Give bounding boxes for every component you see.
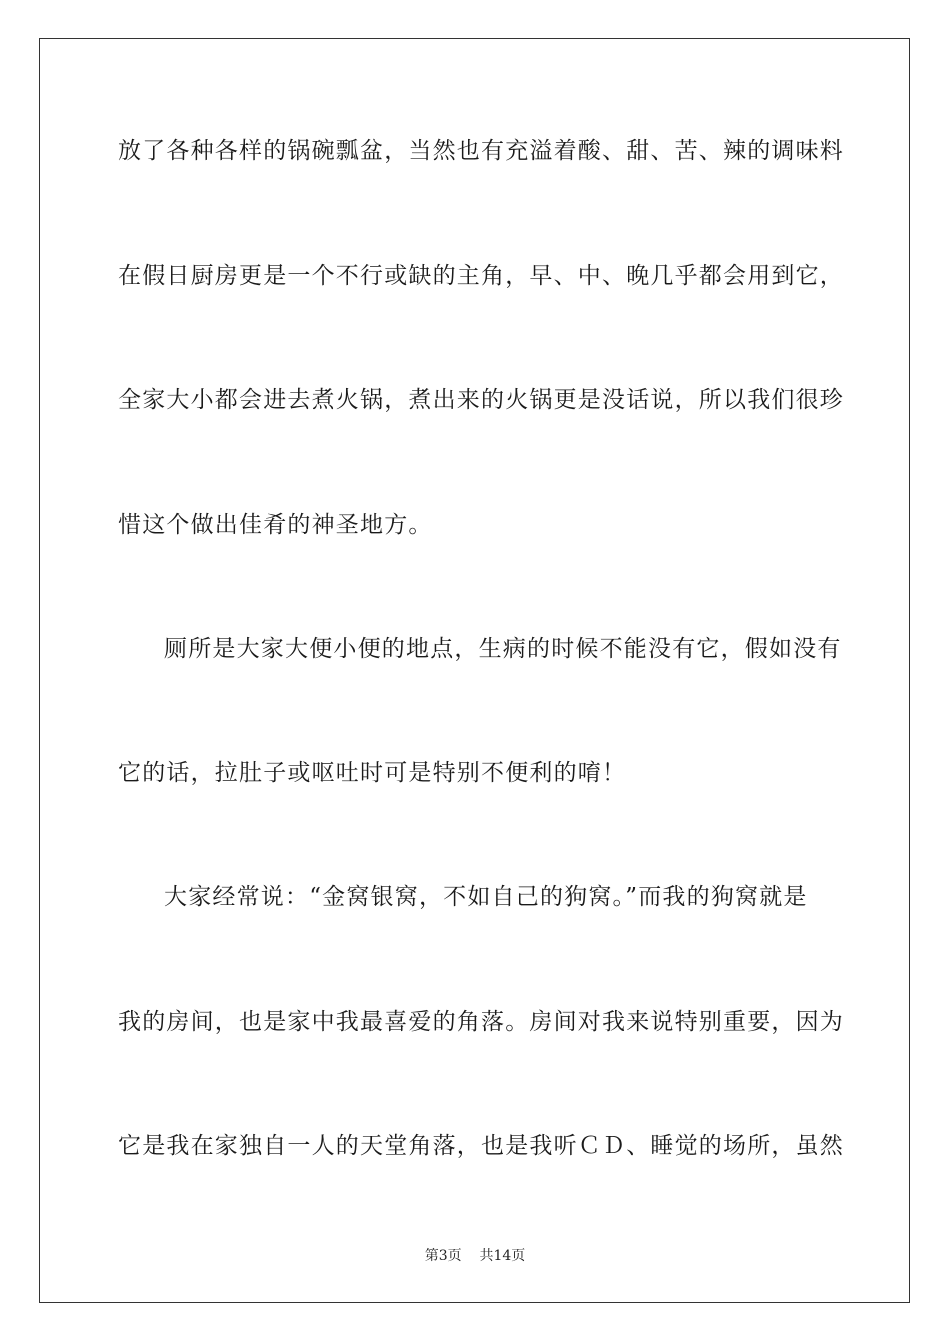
page-footer (0, 1247, 950, 1265)
body-text-line: 在假日厨房更是一个不行或缺的主角，早、中、晚几乎都会用到它， (118, 263, 844, 289)
body-text-line: 放了各种各样的锅碗瓢盆，当然也有充溢着酸、甜、苦、辣的调味料 (118, 138, 844, 164)
body-text-line: 全家大小都会进去煮火锅，煮出来的火锅更是没话说，所以我们很珍 (118, 387, 844, 413)
body-text-line: 它是我在家独自一人的天堂角落，也是我听ＣＤ、睡觉的场所，虽然 (118, 1133, 844, 1159)
page-border (39, 38, 910, 1303)
body-text-line: 它的话，拉肚子或呕吐时可是特别不便利的唷！ (118, 760, 627, 786)
paragraph-start-line: 大家经常说：“金窝银窝，不如自己的狗窝。”而我的狗窝就是 (164, 884, 808, 910)
total-pages: 共14页 (479, 1248, 526, 1264)
paragraph-start-line: 厕所是大家大便小便的地点，生病的时候不能没有它，假如没有 (164, 636, 842, 662)
body-text-line: 惜这个做出佳肴的神圣地方。 (118, 512, 433, 538)
body-text-line: 我的房间，也是家中我最喜爱的角落。房间对我来说特别重要，因为 (118, 1009, 844, 1035)
page-number: 第3页 (424, 1248, 462, 1264)
